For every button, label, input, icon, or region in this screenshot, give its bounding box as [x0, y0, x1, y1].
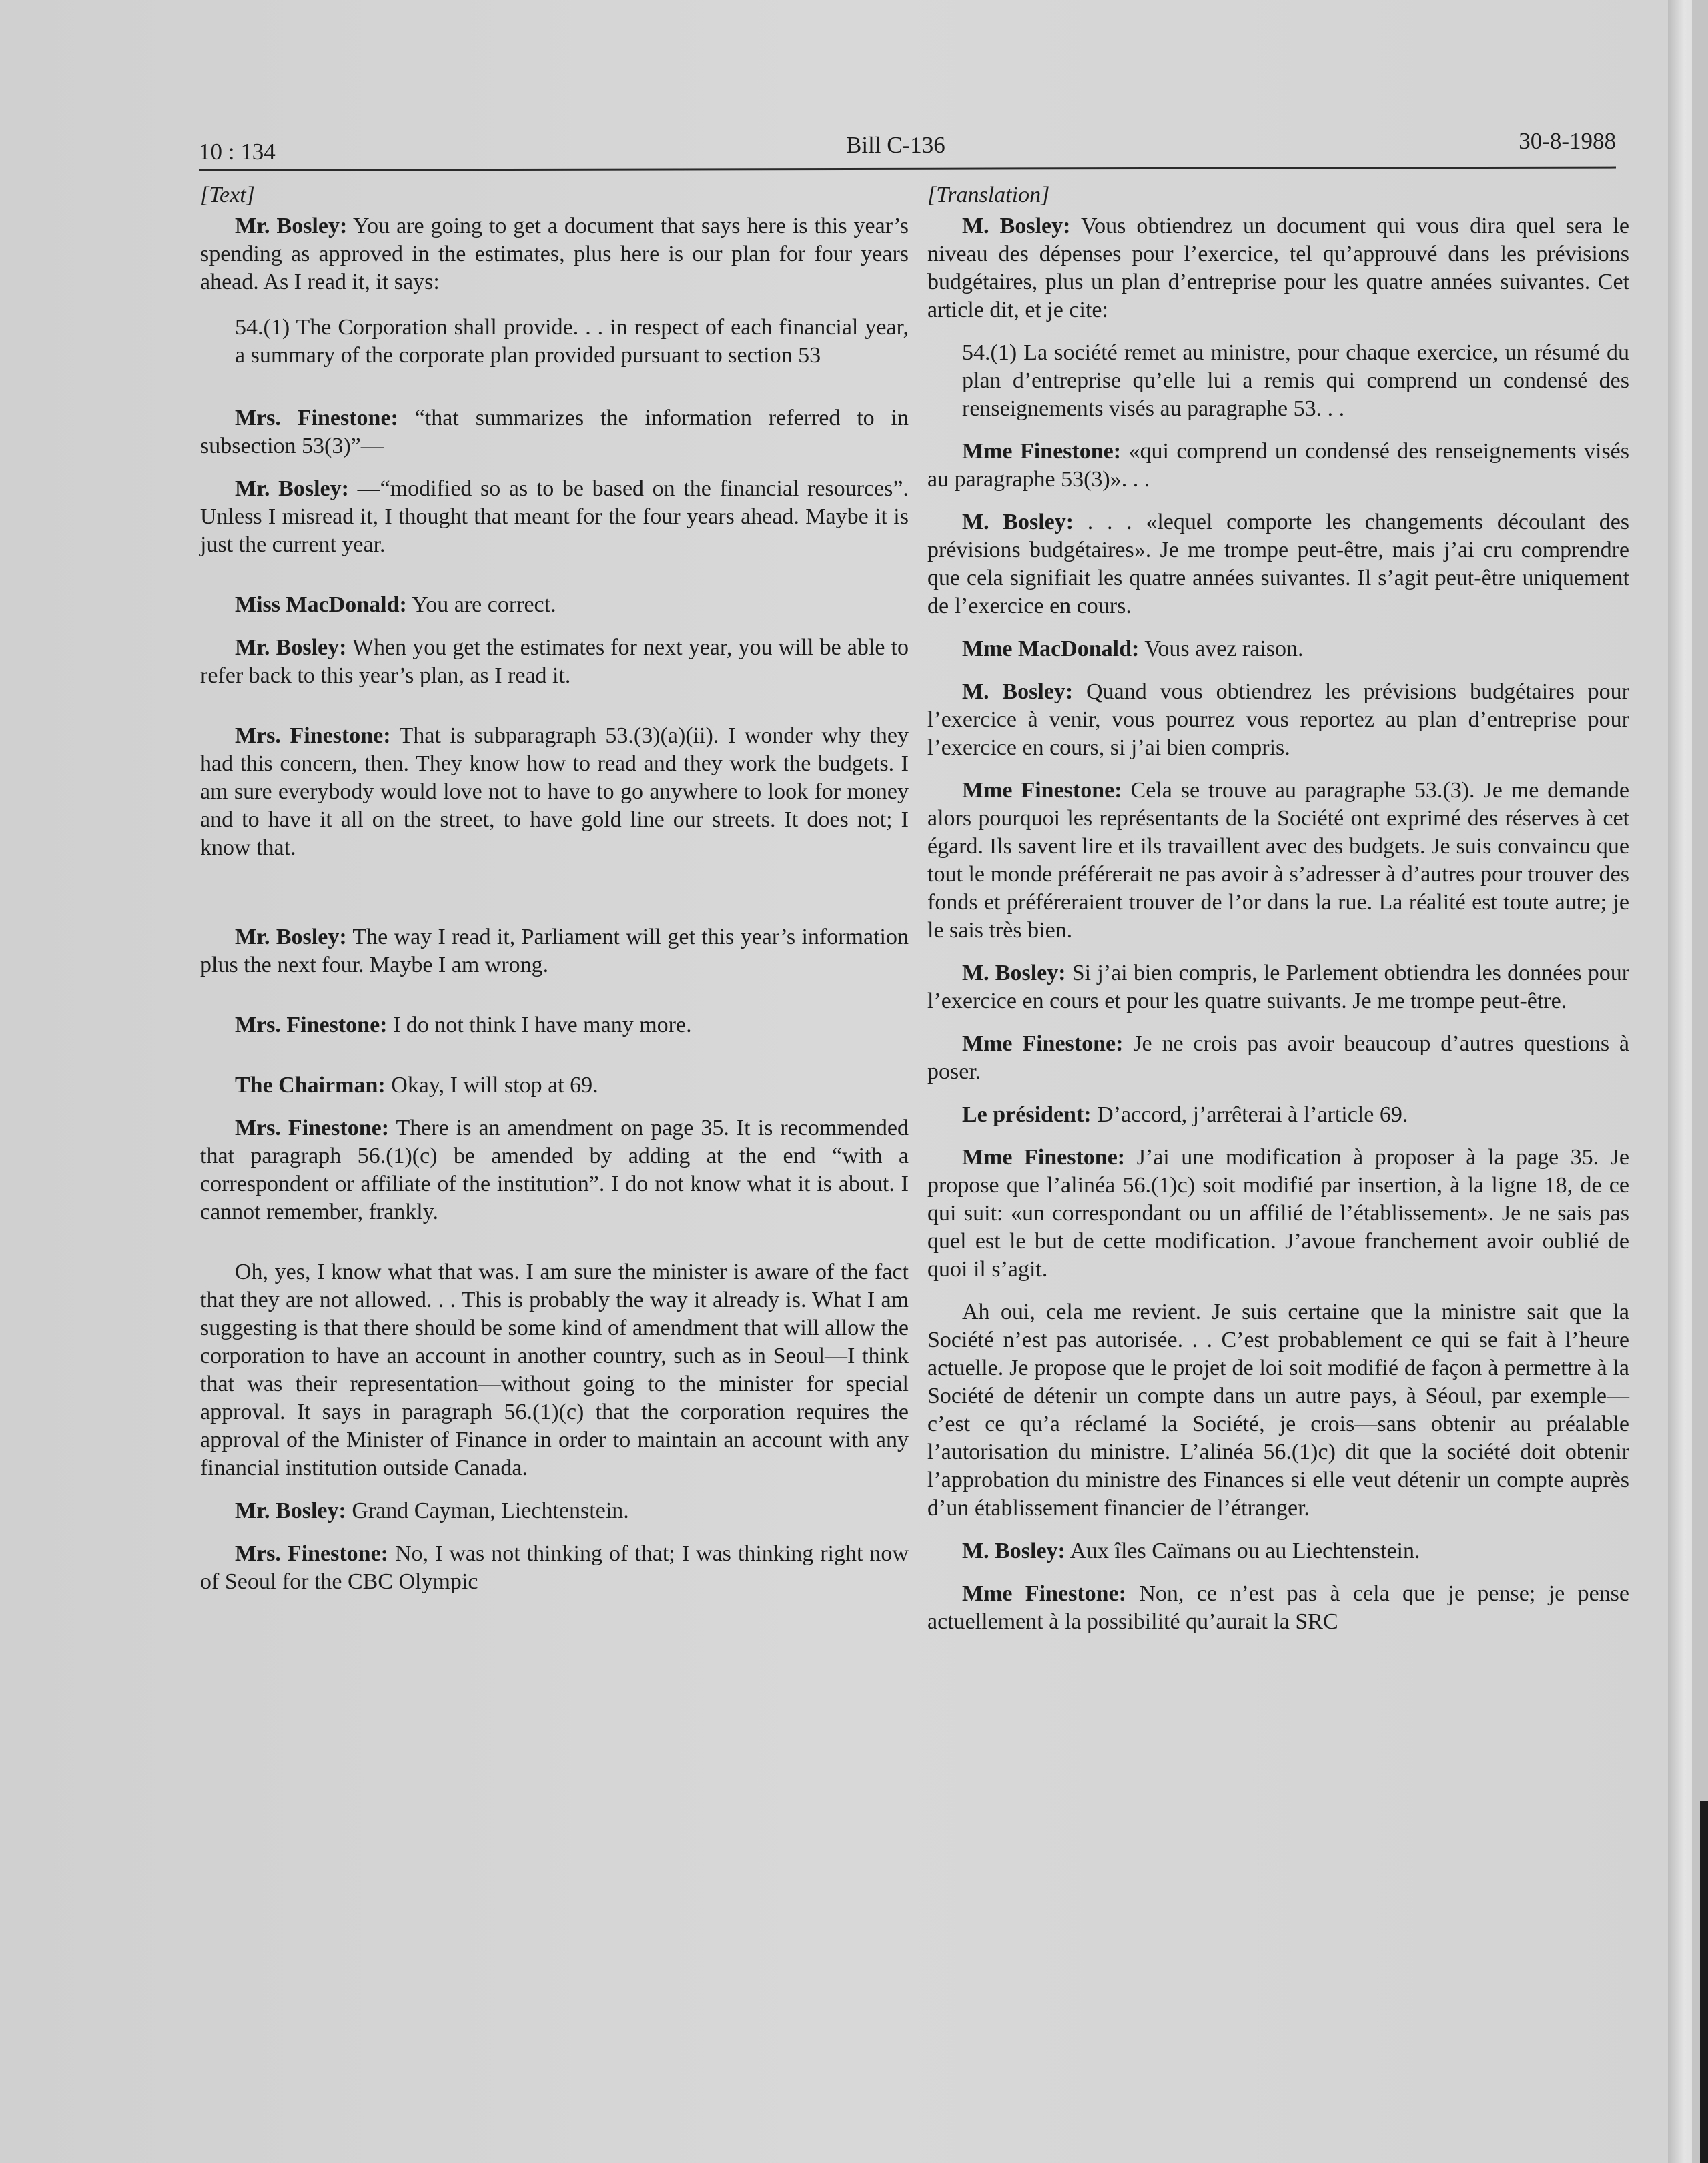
- paragraph: Mr. Bosley: Grand Cayman, Liechtenstein.: [235, 1498, 629, 1523]
- paragraph: Mme Finestone: Cela se trouve au paragraphe 53.(3). Je me demande alors pourquoi les représentants de la Société ont exprimé des réserves à cet égard. Ils savent lire et ils travaillent avec des budgets. Je suis convaincu que tout le monde préférerait ne pas avoir à s’adresser à d’autres pour trouver des fonds et préféreraient trouver de l’or dans la rue. La réalité est toute autre; je le sais très bien.: [927, 778, 1630, 943]
- paragraph: M. Bosley: Vous obtiendrez un document qui vous dira quel sera le niveau des dépenses pour l’exercice, tel qu’approuvé dans les prévisions budgétaires, plus un plan d’entreprise pour les quatre années suivantes. Cet article dit, et je cite:: [927, 213, 1630, 322]
- paragraph: Mrs. Finestone: “that summarizes the information referred to in subsection 53(3)”—: [200, 406, 909, 458]
- speaker: Mrs. Finestone:: [235, 723, 391, 748]
- speaker: Mr. Bosley:: [235, 925, 347, 949]
- speaker: Le président:: [962, 1102, 1092, 1127]
- paragraph: Mme MacDonald: Vous avez raison.: [962, 636, 1304, 661]
- paragraph: Mr. Bosley: The way I read it, Parliament will get this year’s information plus the next four. Maybe I am wrong.: [200, 925, 909, 977]
- speaker: Mrs. Finestone:: [235, 406, 398, 430]
- paragraph: Mrs. Finestone: That is subparagraph 53.(3)(a)(ii). I wonder why they had this concern, then. They know how to read and they work the budgets. I am sure everybody would love not to have to go anywhere to look for money and to have it all on the street, to have gold line our streets. It does not; I know that.: [200, 723, 909, 860]
- header-date: 30-8-1988: [1519, 128, 1616, 154]
- paragraph: Oh, yes, I know what that was. I am sure the minister is aware of the fact that they are not allowed. . . This is probably the way it already is. What I am suggesting is that there should be some kind of amendment that will allow the corporation to have an account in another country, such as in Seoul—I think that was their representation—without going to the minister for special approval. It says in paragraph 56.(1)(c) that the corporation requires the approval of the Minister of Finance in order to maintain an account with any financial institution outside Canada.: [200, 1260, 909, 1480]
- paragraph: Mrs. Finestone: No, I was not thinking of that; I was thinking right now of Seoul for the CBC Olympic: [200, 1541, 909, 1594]
- speaker: M. Bosley:: [962, 961, 1066, 985]
- speaker: Mme Finestone:: [962, 1145, 1126, 1170]
- speaker: Mme Finestone:: [962, 1031, 1124, 1056]
- speaker: Mme Finestone:: [962, 1581, 1126, 1606]
- paragraph: Mme Finestone: Non, ce n’est pas à cela que je pense; je pense actuellement à la possibilité qu’aurait la SRC: [927, 1581, 1629, 1634]
- paragraph: M. Bosley: Si j’ai bien compris, le Parlement obtiendra les données pour l’exercice en cours et pour les quatre suivants. Je me trompe peut-être.: [927, 961, 1630, 1013]
- section-label: [Text]: [200, 183, 255, 207]
- paragraph: M. Bosley: . . . «lequel comporte les changements découlant des prévisions budgétaires». Je me trompe peut-être, mais j’ai cru comprendre que cela signifiait les quatre années suivantes. Il s’agit peut-être uniquement de l’exercice en cours.: [927, 510, 1630, 618]
- speaker: Mme MacDonald:: [962, 636, 1140, 661]
- paragraph: M. Bosley: Quand vous obtiendrez les prévisions budgétaires pour l’exercice à venir, vous pourrez vous reportez au plan d’entreprise pour l’exercice en cours, si j’ai bien compris.: [927, 679, 1630, 760]
- speaker: Mme Finestone:: [962, 778, 1122, 803]
- paragraph: Mr. Bosley: When you get the estimates for next year, you will be able to refer back to this year’s plan, as I read it.: [200, 635, 909, 688]
- paragraph: Mrs. Finestone: I do not think I have many more.: [235, 1013, 692, 1037]
- speaker: M. Bosley:: [962, 510, 1074, 534]
- english-column: [200, 181, 909, 1611]
- speaker: Mr. Bosley:: [235, 635, 347, 660]
- speaker: Mr. Bosley:: [235, 476, 349, 501]
- paragraph: Mr. Bosley: You are going to get a document that says here is this year’s spending as approved in the estimates, plus here is our plan for four years ahead. As I read it, it says:: [200, 213, 909, 294]
- speaker: Mr. Bosley:: [235, 213, 348, 238]
- paragraph: The Chairman: Okay, I will stop at 69.: [235, 1073, 598, 1098]
- speaker: M. Bosley:: [962, 679, 1074, 704]
- paragraph: Mme Finestone: «qui comprend un condensé des renseignements visés au paragraphe 53(3)». . .: [927, 439, 1629, 492]
- speaker: M. Bosley:: [962, 1539, 1065, 1563]
- binding-shadow: [1700, 1801, 1708, 2163]
- paragraph: Ah oui, cela me revient. Je suis certaine que la ministre sait que la Société n’est pas autorisée. . . C’est probablement ce qui se fait à l’heure actuelle. Je propose que le projet de loi soit modifié de façon à permettre à la Société de détenir un compte dans un autre pays, à Séoul, par exemple—c’est ce qu’a réclamé la Société, je crois—sans obtenir au préalable l’autorisation du ministre. L’alinéa 56.(1)c) dit que la société doit obtenir l’approbation du ministre des Finances si elle veut détenir un compte auprès d’un établissement financier de l’étranger.: [927, 1300, 1629, 1521]
- speaker: M. Bosley:: [962, 213, 1071, 238]
- speaker: Mrs. Finestone:: [235, 1116, 390, 1140]
- paragraph: Miss MacDonald: You are correct.: [235, 592, 556, 617]
- paragraph: Le président: D’accord, j’arrêterai à l’article 69.: [962, 1102, 1408, 1127]
- speaker: Mme Finestone:: [962, 439, 1122, 464]
- running-header: [199, 127, 1616, 167]
- paragraph: Mrs. Finestone: There is an amendment on page 35. It is recommended that paragraph 56.(1)(c) be amended by adding at the end “with a correspondent or affiliate of the institution”. I do not know what it is about. I cannot remember, frankly.: [200, 1116, 909, 1224]
- paragraph: Mme Finestone: Je ne crois pas avoir beaucoup d’autres questions à poser.: [927, 1031, 1629, 1084]
- section-label: [Translation]: [927, 183, 1050, 207]
- paragraph: Mr. Bosley: —“modified so as to be based on the financial resources”. Unless I misread it, I thought that meant for the four years ahead. Maybe it is just the current year.: [200, 476, 909, 557]
- speaker: The Chairman:: [235, 1073, 386, 1098]
- quotation: 54.(1) The Corporation shall provide. . . in respect of each financial year, a summary of the corporate plan provided pursuant to section 53: [235, 315, 909, 368]
- speaker: Mrs. Finestone:: [235, 1013, 388, 1037]
- french-column: [927, 181, 1629, 1651]
- paragraph: M. Bosley: Aux îles Caïmans ou au Liechtenstein.: [962, 1539, 1420, 1563]
- speaker: Mr. Bosley:: [235, 1498, 346, 1523]
- page-number: 10 : 134: [199, 139, 276, 165]
- paragraph: Mme Finestone: J’ai une modification à proposer à la page 35. Je propose que l’alinéa 56.(1)c) soit modifié par insertion, à la ligne 18, de ce qui suit: «un correspondant ou un affilié de l’établissement». Je ne sais pas quel est le but de cette modification. J’avoue franchement avoir oublié de quoi il s’agit.: [927, 1145, 1629, 1282]
- bill-title: Bill C-136: [846, 132, 945, 158]
- quotation: 54.(1) La société remet au ministre, pour chaque exercice, un résumé du plan d’entreprise qu’elle lui a remis qui comprend un condensé des renseignements visés au paragraphe 53. . .: [962, 340, 1629, 421]
- speaker: Mrs. Finestone:: [235, 1541, 388, 1566]
- speaker: Miss MacDonald:: [235, 592, 407, 617]
